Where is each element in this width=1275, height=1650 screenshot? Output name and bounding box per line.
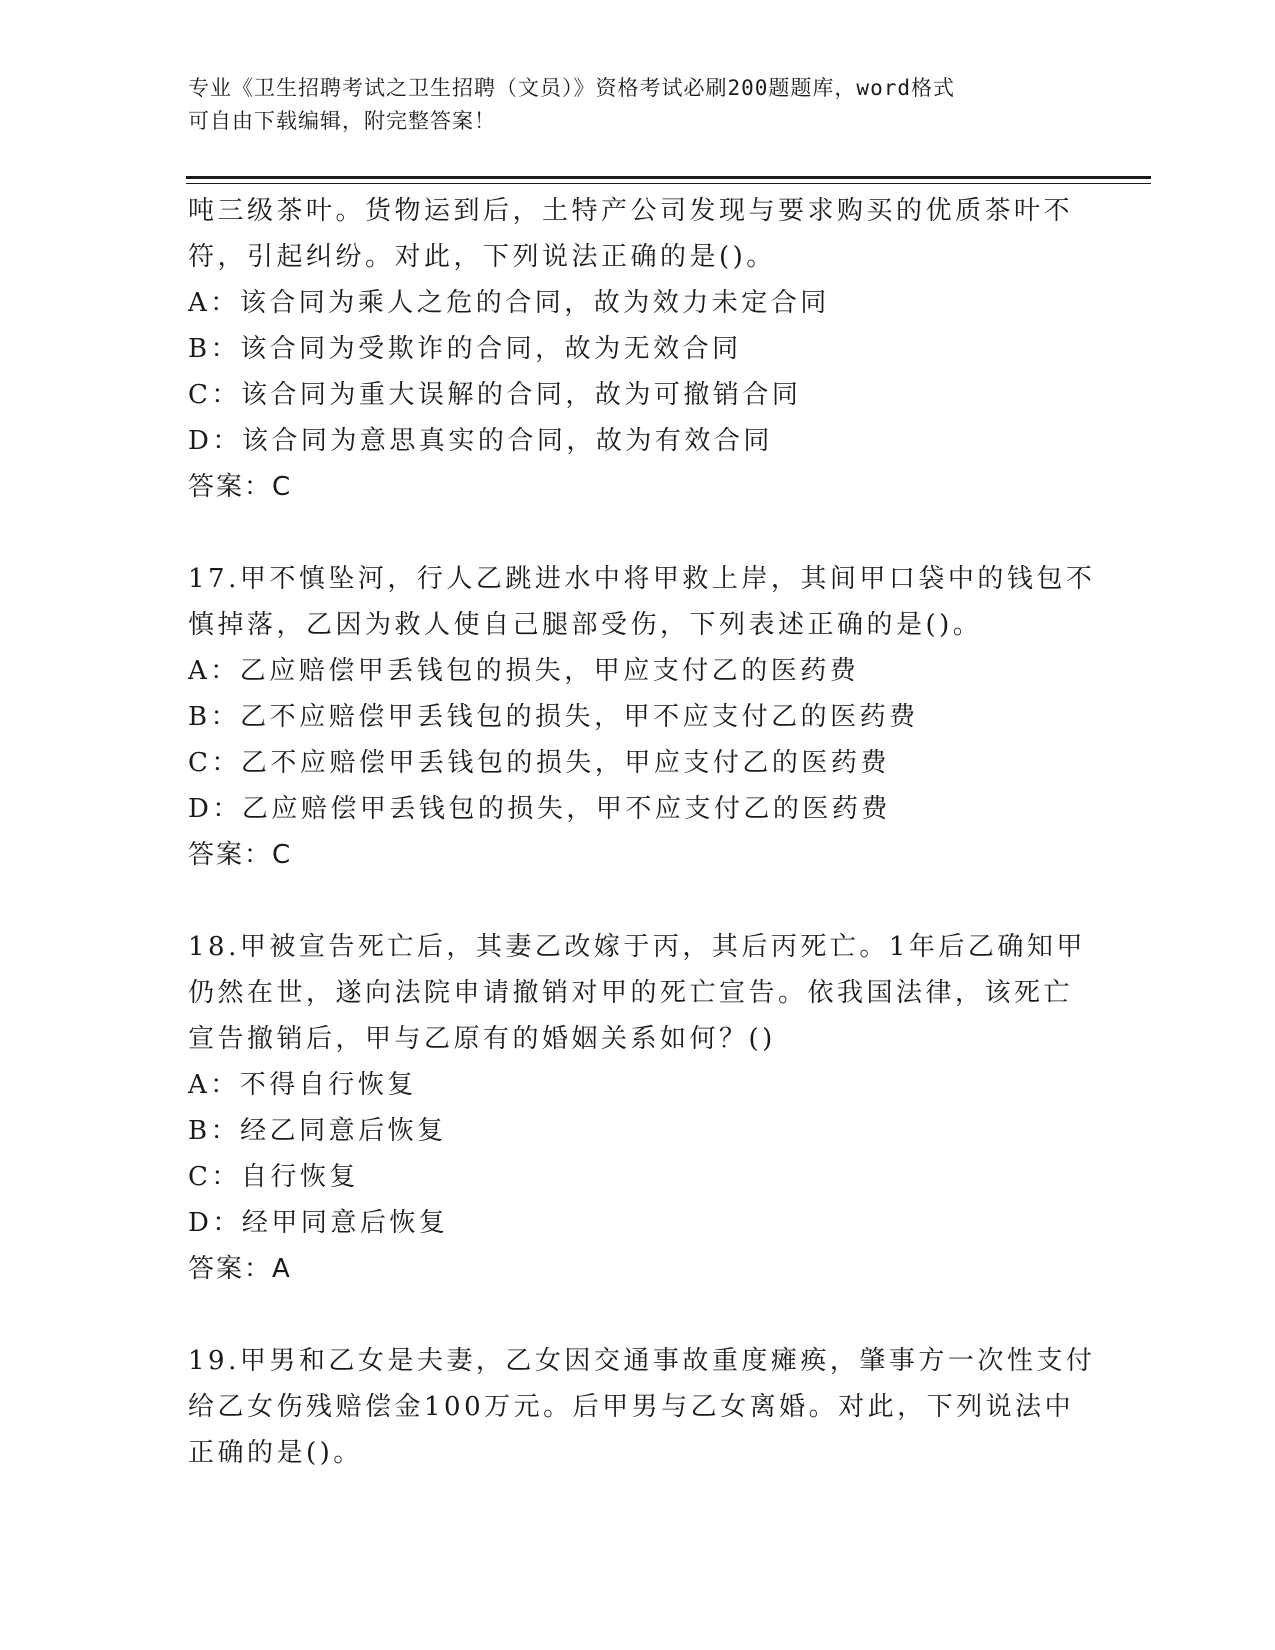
option-a: A：该合同为乘人之危的合同，故为效力未定合同	[188, 288, 830, 318]
question-stem-line: 19.甲男和乙女是夫妻，乙女因交通事故重度瘫痪，肇事方一次性支付	[188, 1346, 1096, 1376]
question-stem-line: 仍然在世，遂向法院申请撤销对甲的死亡宣告。依我国法律，该死亡	[188, 978, 1074, 1008]
question-18	[188, 924, 1088, 1292]
spacer	[188, 878, 1088, 924]
question-list	[188, 188, 1096, 1476]
option-d: D：经甲同意后恢复	[188, 1208, 449, 1238]
option-b: B：经乙同意后恢复	[188, 1116, 447, 1146]
spacer	[188, 510, 1088, 556]
answer: 答案：C	[188, 840, 293, 870]
option-c: C：乙不应赔偿甲丢钱包的损失，甲应支付乙的医药费	[188, 748, 890, 778]
question-stem-line: 正确的是()。	[188, 1438, 363, 1468]
question-stem-line: 吨三级茶叶。货物运到后，土特产公司发现与要求购买的优质茶叶不	[188, 196, 1074, 226]
option-a: A：不得自行恢复	[188, 1070, 417, 1100]
question-19	[188, 1338, 1096, 1476]
option-c: C：自行恢复	[188, 1162, 359, 1192]
header-rule-thin	[186, 183, 1151, 184]
question-stem-line: 给乙女伤残赔偿金100万元。后甲男与乙女离婚。对此，下列说法中	[188, 1392, 1075, 1422]
answer: 答案：A	[188, 1254, 292, 1284]
question-stem-line: 慎掉落，乙因为救人使自己腿部受伤，下列表述正确的是()。	[188, 610, 983, 640]
question-17	[188, 556, 1096, 878]
option-c: C：该合同为重大误解的合同，故为可撤销合同	[188, 380, 802, 410]
option-b: B：乙不应赔偿甲丢钱包的损失，甲不应支付乙的医药费	[188, 702, 919, 732]
question-stem-line: 18.甲被宣告死亡后，其妻乙改嫁于丙，其后丙死亡。1年后乙确知甲	[188, 932, 1086, 962]
question-16	[188, 188, 1088, 510]
question-stem-line: 17.甲不慎坠河，行人乙跳进水中将甲救上岸，其间甲口袋中的钱包不	[188, 564, 1096, 594]
question-stem-line: 符，引起纠纷。对此，下列说法正确的是()。	[188, 242, 776, 272]
option-b: B：该合同为受欺诈的合同，故为无效合同	[188, 334, 742, 364]
option-d: D：该合同为意思真实的合同，故为有效合同	[188, 426, 773, 456]
header-line-1: 专业《卫生招聘考试之卫生招聘（文员）》资格考试必刷200题题库，word格式	[188, 76, 955, 100]
answer: 答案：C	[188, 472, 293, 502]
option-a: A：乙应赔偿甲丢钱包的损失，甲应支付乙的医药费	[188, 656, 860, 686]
header-line-2: 可自由下载编辑，附完整答案！	[188, 109, 496, 133]
question-stem-line: 宣告撤销后，甲与乙原有的婚姻关系如何？()	[188, 1024, 776, 1054]
header-rule-thick	[186, 176, 1151, 179]
document-header	[188, 72, 1068, 138]
option-d: D：乙应赔偿甲丢钱包的损失，甲不应支付乙的医药费	[188, 794, 891, 824]
spacer	[188, 1292, 1088, 1338]
